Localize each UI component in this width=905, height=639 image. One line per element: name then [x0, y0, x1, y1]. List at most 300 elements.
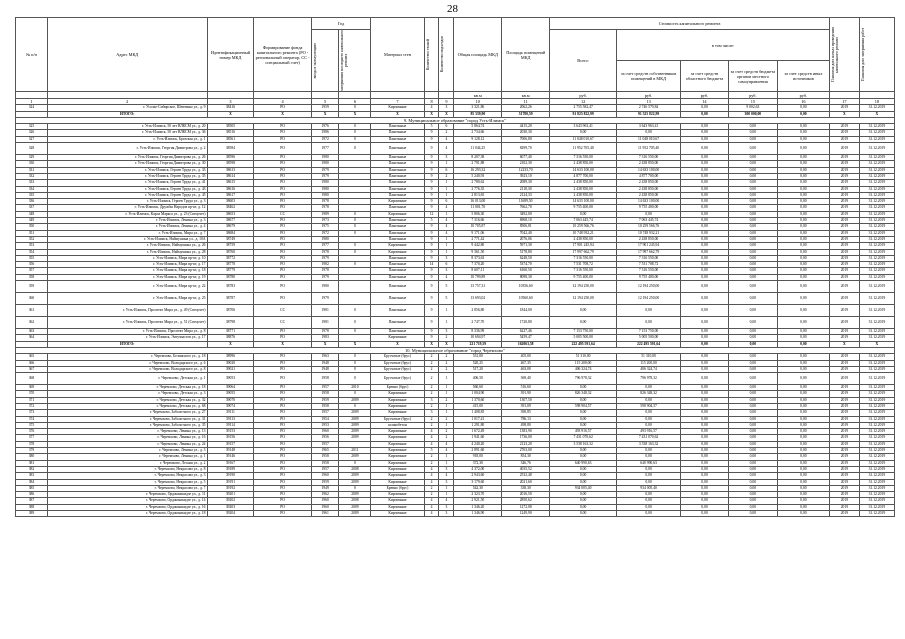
table-cell: Кирпичные	[371, 448, 424, 454]
table-cell: 1980	[311, 281, 339, 293]
table-cell: 4	[424, 504, 439, 510]
table-cell: РО	[254, 249, 311, 255]
table-cell: 12 194 250,00	[617, 281, 681, 293]
table-cell: г. Черемхово, Детская ул., д. 18	[47, 385, 207, 391]
table-cell: 0,00	[681, 224, 729, 230]
table-cell: г. Усть-Илимск, Георгия Димитрова ул., д. 2	[47, 143, 207, 155]
table-cell: 336	[16, 199, 48, 205]
table-cell: 0,00	[681, 111, 729, 117]
unit-cell	[339, 92, 371, 99]
table-cell: 372,30	[454, 460, 502, 466]
table-cell: X	[424, 341, 439, 347]
column-number: 15	[728, 99, 777, 105]
table-cell: 0,00	[777, 317, 829, 329]
table-cell: 1957	[311, 441, 339, 447]
table-cell: 367	[16, 366, 48, 372]
table-cell: 390,85	[502, 410, 550, 416]
table-cell: 2019	[829, 422, 859, 428]
table-cell: 2019	[829, 167, 859, 173]
table-cell: г. Усть-Илимск, Мира пр-кт, д. 22	[47, 281, 207, 293]
table-cell: 9	[424, 155, 439, 161]
table-cell: 6227,46	[502, 329, 550, 335]
table-cell: СС	[254, 305, 311, 317]
table-cell: 2019	[829, 192, 859, 198]
table-cell: 17 997 662,79	[617, 249, 681, 255]
table-cell: 2019	[829, 124, 859, 130]
table-cell: 2118,30	[502, 186, 550, 192]
table-cell: 0,00	[777, 466, 829, 472]
table-cell: 0,00	[777, 205, 829, 211]
table-cell: 0,00	[777, 410, 829, 416]
table-cell: 359	[16, 281, 48, 293]
table-cell: 39190	[207, 473, 254, 479]
table-cell: 328	[16, 143, 48, 155]
table-cell: 1989	[311, 211, 339, 217]
table-cell: 9	[424, 130, 439, 136]
table-cell: 2009	[339, 429, 371, 435]
table-cell: 3492,00	[502, 211, 550, 217]
table-cell: 0,00	[777, 249, 829, 255]
table-cell: 1972	[311, 230, 339, 236]
table-cell: 31.12.2019	[859, 391, 894, 397]
table-cell: РО	[254, 186, 311, 192]
table-cell: 9	[424, 230, 439, 236]
table-cell: 0	[339, 249, 371, 255]
table-cell: г. Черемхово, Ленина ул., д. 3	[47, 448, 207, 454]
table-cell: 4415,20	[502, 124, 550, 130]
table-cell: 1383,90	[502, 429, 550, 435]
table-cell: 7 431 070,62	[550, 435, 617, 441]
table-cell: 531,00	[454, 354, 502, 360]
table-cell: 0,00	[617, 305, 681, 317]
table-cell: 2	[424, 492, 439, 498]
table-cell: РО	[254, 385, 311, 391]
table-cell: 39053	[207, 373, 254, 385]
table-cell: 0,00	[728, 385, 777, 391]
table-cell: 7 153 750,00	[550, 329, 617, 335]
table-cell: РО	[254, 435, 311, 441]
column-number: 4	[254, 99, 311, 105]
table-cell: 1 004,90	[454, 391, 502, 397]
table-cell: 350	[16, 224, 48, 230]
table-cell: 2	[424, 354, 439, 360]
table-cell: 0,00	[617, 385, 681, 391]
table-cell: 0,00	[617, 466, 681, 472]
table-cell: 0,00	[728, 192, 777, 198]
table-cell: 38779	[207, 268, 254, 274]
table-cell: г. Черемхово, Некрасова ул., д. 3	[47, 473, 207, 479]
table-cell: 31.12.2019	[859, 274, 894, 280]
table-cell: РО	[254, 173, 311, 179]
table-cell: 31.12.2019	[859, 155, 894, 161]
table-cell: 7 531 708,72	[550, 262, 617, 268]
table-cell: 9	[424, 161, 439, 167]
table-cell: 91 525 822,99	[617, 111, 681, 117]
table-cell: 4	[439, 143, 454, 155]
table-cell: 4	[424, 511, 439, 517]
header-year: Год	[311, 18, 371, 30]
table-cell: 31.12.2019	[859, 385, 894, 391]
table-cell: 0	[339, 262, 371, 268]
table-cell: 0,00	[777, 173, 829, 179]
table-cell: Кирпичные	[371, 211, 424, 217]
table-cell: 0	[339, 366, 371, 372]
table-cell: г. Усть-Илимск, Проспект Мира ул., д. 49 (Спецсчет)	[47, 305, 207, 317]
table-cell: 2009	[339, 416, 371, 422]
table-cell: 0,00	[777, 479, 829, 485]
table-cell: 0,00	[728, 236, 777, 242]
table-cell: 4	[439, 205, 454, 211]
table-cell: 405,00	[502, 354, 550, 360]
table-cell: 4	[439, 448, 454, 454]
table-cell: 39113	[207, 416, 254, 422]
table-cell: 2	[439, 335, 454, 341]
table-cell: 39064	[207, 385, 254, 391]
table-cell: 1	[439, 410, 454, 416]
table-cell: 1958	[311, 460, 339, 466]
table-cell: 4	[439, 224, 454, 230]
table-cell: 38679	[207, 224, 254, 230]
table-cell: X	[311, 111, 339, 117]
table-cell: 357	[16, 268, 48, 274]
table-cell: 1958	[311, 373, 339, 385]
table-cell: 0,00	[728, 460, 777, 466]
table-cell: 1980	[311, 192, 339, 198]
table-cell: 1979	[311, 255, 339, 261]
table-cell: 1 672,49	[454, 429, 502, 435]
table-cell: 0,00	[681, 173, 729, 179]
table-cell: г. Черемхово, Детская ул., д. 32	[47, 397, 207, 403]
table-cell: 31.12.2019	[859, 366, 894, 372]
table-cell: 0,00	[617, 416, 681, 422]
table-cell: 0,00	[728, 335, 777, 341]
table-cell: 31.12.2019	[859, 243, 894, 249]
table-cell: 0,00	[550, 416, 617, 422]
header-address: Адрес МКД	[47, 18, 207, 92]
table-cell: г. Усть-Илимск, Дружбы Народов пр-кт, д. 12	[47, 205, 207, 211]
unit-sqm-total: кв.м	[454, 92, 502, 99]
table-cell: 0,00	[777, 422, 829, 428]
table-cell: 1958	[311, 391, 339, 397]
table-cell: 5971,30	[502, 243, 550, 249]
table-cell: Бревно (брус)	[371, 485, 424, 491]
table-cell: X	[254, 341, 311, 347]
table-cell: 2019	[829, 360, 859, 366]
table-cell: 0,00	[617, 448, 681, 454]
table-cell: 356	[16, 262, 48, 268]
table-cell: 31.12.2019	[859, 435, 894, 441]
table-cell: 0,00	[728, 293, 777, 305]
table-cell: 2019	[829, 466, 859, 472]
table-cell: 2019	[829, 373, 859, 385]
table-cell: 12 194 250,00	[550, 281, 617, 293]
table-cell: 369	[16, 385, 48, 391]
table-cell: 1959	[311, 479, 339, 485]
table-cell: г. Усть-Илимск, Наймушина ул., д. 28	[47, 249, 207, 255]
table-cell: 31.12.2019	[859, 192, 894, 198]
table-cell: г. Черемхово, Некрасова ул., д. 7	[47, 485, 207, 491]
table-cell: 9 442,80	[454, 243, 502, 249]
table-cell: 369,40	[502, 373, 550, 385]
table-cell: 2019	[829, 173, 859, 179]
table-cell: СС	[254, 211, 311, 217]
table-cell: 2	[424, 422, 439, 428]
table-cell: 0,00	[550, 511, 617, 517]
table-cell: 38516	[207, 130, 254, 136]
table-cell: 0,00	[681, 385, 729, 391]
table-cell: 0,00	[728, 262, 777, 268]
table-cell: 4	[439, 498, 454, 504]
table-cell: 4	[424, 435, 439, 441]
unit-rub-region: руб.	[681, 92, 729, 99]
table-cell: 0,00	[777, 167, 829, 173]
table-cell: 31.12.2019	[859, 293, 894, 305]
table-cell	[339, 293, 371, 305]
table-cell: г. Усть-Илимск, Братская ул., д. 1	[47, 136, 207, 142]
table-cell: 0,00	[681, 441, 729, 447]
table-cell: РО	[254, 167, 311, 173]
table-cell: 2019	[829, 105, 859, 111]
table-cell: X	[311, 341, 339, 347]
unit-cell	[311, 92, 339, 99]
unit-rub-total: руб.	[550, 92, 617, 99]
table-cell: 0,00	[550, 466, 617, 472]
table-cell: 332	[16, 173, 48, 179]
table-cell: 31.12.2019	[859, 441, 894, 447]
table-cell: 5 005 500,00	[617, 335, 681, 341]
table-cell: 0,00	[728, 230, 777, 236]
table-cell: 3	[439, 329, 454, 335]
table-cell: 0,00	[681, 416, 729, 422]
table-cell: 3	[439, 466, 454, 472]
table-cell: 330	[16, 161, 48, 167]
table-cell: 0	[339, 391, 371, 397]
table-cell: 560,60	[454, 385, 502, 391]
table-cell: г. Усть-Илимск, Героев Труда ул., д. 41	[47, 180, 207, 186]
table-cell: Панельные	[371, 192, 424, 198]
table-cell: 0,00	[550, 504, 617, 510]
table-cell: 362	[16, 317, 48, 329]
table-cell: 31.12.2019	[859, 504, 894, 510]
table-cell: РО	[254, 199, 311, 205]
table-cell: 0,00	[681, 435, 729, 441]
table-cell: 1980	[311, 180, 339, 186]
table-cell: 0,00	[681, 485, 729, 491]
table-cell: 467,35	[502, 360, 550, 366]
table-cell: 0	[339, 124, 371, 130]
table-cell: 0	[339, 211, 371, 217]
table-cell: 375	[16, 422, 48, 428]
table-cell: 2009	[339, 473, 371, 479]
table-cell: 2019	[829, 224, 859, 230]
table-cell: 0,00	[777, 105, 829, 111]
table-cell: 2019	[829, 155, 859, 161]
table-cell: г. Усть-Илимск, Энтузиастов ул., д. 17	[47, 335, 207, 341]
table-cell: г. Усть-Илимск, 50 лет ВЛКСМ ул., д. 36	[47, 130, 207, 136]
table-cell: Панельные	[371, 268, 424, 274]
table-cell: РО	[254, 236, 311, 242]
table-cell: 31.12.2019	[859, 224, 894, 230]
table-cell: 0,00	[681, 192, 729, 198]
table-cell: 7 153 750,00	[617, 329, 681, 335]
table-cell: 2 747,70	[454, 317, 502, 329]
table-cell: 0,00	[681, 373, 729, 385]
table-cell: 5374,70	[502, 262, 550, 268]
header-plan-start: Плановая дата начала проведения капитального ремонта	[829, 18, 859, 92]
table-cell: 598 904,57	[550, 403, 617, 409]
table-cell: 325	[16, 124, 48, 130]
table-cell: 1980	[311, 155, 339, 161]
table-cell: 2	[439, 366, 454, 372]
table-cell: Кирпичные	[371, 391, 424, 397]
table-cell: 31.12.2019	[859, 268, 894, 274]
table-cell: 0,00	[777, 111, 829, 117]
table-cell: 2 921,50	[454, 498, 502, 504]
table-cell: 9	[424, 236, 439, 242]
table-cell: 0,00	[728, 410, 777, 416]
table-cell: 0,00	[550, 385, 617, 391]
header-year-last-repair: завершения последнего капитального ремонта	[339, 30, 371, 92]
table-cell: 31.12.2019	[859, 167, 894, 173]
column-number: 12	[550, 99, 617, 105]
table-cell: 5	[439, 293, 454, 305]
table-cell: г. Усть-Илимск, Героев Труда ул., д. 43	[47, 186, 207, 192]
table-cell: 12	[424, 211, 439, 217]
table-cell: 0,00	[777, 354, 829, 360]
table-cell: 3	[439, 155, 454, 161]
table-cell: 1973	[311, 218, 339, 224]
table-cell	[339, 281, 371, 293]
table-cell: 2019	[829, 305, 859, 317]
table-cell: 31.12.2019	[859, 335, 894, 341]
table-cell: 2 780,62	[454, 180, 502, 186]
table-cell: 391,09	[502, 403, 550, 409]
table-cell: 31.12.2019	[859, 460, 894, 466]
table-cell: Кирпичные	[371, 410, 424, 416]
table-cell: 0,00	[728, 155, 777, 161]
header-incl: в том числе:	[617, 30, 830, 61]
table-cell: 6	[439, 167, 454, 173]
table-cell: 0	[339, 136, 371, 142]
table-cell: 0,00	[681, 366, 729, 372]
table-cell: 14 633 100,00	[550, 167, 617, 173]
table-cell: 39055	[207, 391, 254, 397]
table-cell: 0,00	[777, 403, 829, 409]
table-cell: 0,00	[728, 511, 777, 517]
table-cell: 2	[424, 460, 439, 466]
table-cell: Кирпичные	[371, 473, 424, 479]
table-cell: 2019	[829, 511, 859, 517]
table-cell: 2	[424, 403, 439, 409]
table-cell: 0,00	[777, 268, 829, 274]
table-cell: 39167	[207, 460, 254, 466]
table-cell: 2123,20	[502, 441, 550, 447]
table-cell: 7 316,66	[454, 218, 502, 224]
table-cell: 2019	[829, 161, 859, 167]
table-cell: 31.12.2019	[859, 161, 894, 167]
unit-cell	[829, 92, 859, 99]
table-cell: РО	[254, 492, 311, 498]
table-cell: 1972	[311, 136, 339, 142]
table-cell: 0	[339, 305, 371, 317]
table-cell: 0,00	[777, 454, 829, 460]
table-cell: 1720,80	[502, 317, 550, 329]
table-cell: 0,00	[681, 511, 729, 517]
table-cell: 2763,00	[502, 448, 550, 454]
table-cell: 1979	[311, 173, 339, 179]
header-cost: Стоимость капитального ремонта	[550, 18, 830, 30]
table-cell: Кирпичные	[371, 511, 424, 517]
table-cell: 374	[16, 416, 48, 422]
table-cell: 0,00	[728, 441, 777, 447]
table-cell: 8 373,63	[454, 255, 502, 261]
table-cell: 0,00	[777, 329, 829, 335]
table-cell: 0,00	[617, 211, 681, 217]
table-cell: 31.12.2019	[859, 236, 894, 242]
table-cell: 38706	[207, 305, 254, 317]
table-cell: 3 179,60	[454, 479, 502, 485]
table-cell: 0,00	[681, 354, 729, 360]
table-cell: 0,00	[728, 243, 777, 249]
table-cell: 2 438 850,00	[550, 180, 617, 186]
table-cell: 0,00	[728, 341, 777, 347]
table-cell: 384	[16, 479, 48, 485]
table-cell: 0,00	[681, 281, 729, 293]
table-cell: 2019	[829, 249, 859, 255]
table-cell: 1963	[311, 354, 339, 360]
table-cell: 0,00	[728, 397, 777, 403]
table-cell: 1975	[311, 224, 339, 230]
table-body	[16, 99, 895, 517]
table-cell: 38749	[207, 236, 254, 242]
table-cell: 9	[424, 167, 439, 173]
table-cell: 4 372,00	[454, 466, 502, 472]
table-cell: X	[439, 111, 454, 117]
table-cell: 38772	[207, 255, 254, 261]
table-cell: 934 005,40	[617, 485, 681, 491]
table-cell: 4	[439, 218, 454, 224]
unit-cell	[47, 92, 207, 99]
table-cell: РО	[254, 485, 311, 491]
table-cell: 0,00	[777, 230, 829, 236]
table-cell: Панельные	[371, 130, 424, 136]
table-cell: 0,00	[617, 317, 681, 329]
table-cell: Панельные	[371, 262, 424, 268]
table-cell: 0,00	[550, 498, 617, 504]
table-cell: 0	[339, 460, 371, 466]
table-cell: 389	[16, 511, 48, 517]
table-cell: 0,00	[550, 448, 617, 454]
table-cell: 2 438 850,00	[617, 192, 681, 198]
table-cell: 0,00	[681, 329, 729, 335]
table-cell: 1981	[311, 305, 339, 317]
table-cell: 324	[16, 105, 48, 111]
column-number: 9	[439, 99, 454, 105]
table-cell: 335	[16, 192, 48, 198]
table-cell: 2021,60	[502, 479, 550, 485]
table-cell: 4	[424, 429, 439, 435]
table-cell: 463,00	[502, 366, 550, 372]
table-cell: 0,00	[777, 143, 829, 155]
table-cell: 0,00	[681, 268, 729, 274]
table-cell: 5	[424, 124, 439, 130]
table-cell: 38505	[207, 124, 254, 130]
table-cell: 0,00	[777, 360, 829, 366]
table-cell: 31.12.2019	[859, 511, 894, 517]
table-cell: 9 002,63	[728, 105, 777, 111]
table-cell: 4	[424, 473, 439, 479]
table-cell: 0,00	[728, 466, 777, 472]
